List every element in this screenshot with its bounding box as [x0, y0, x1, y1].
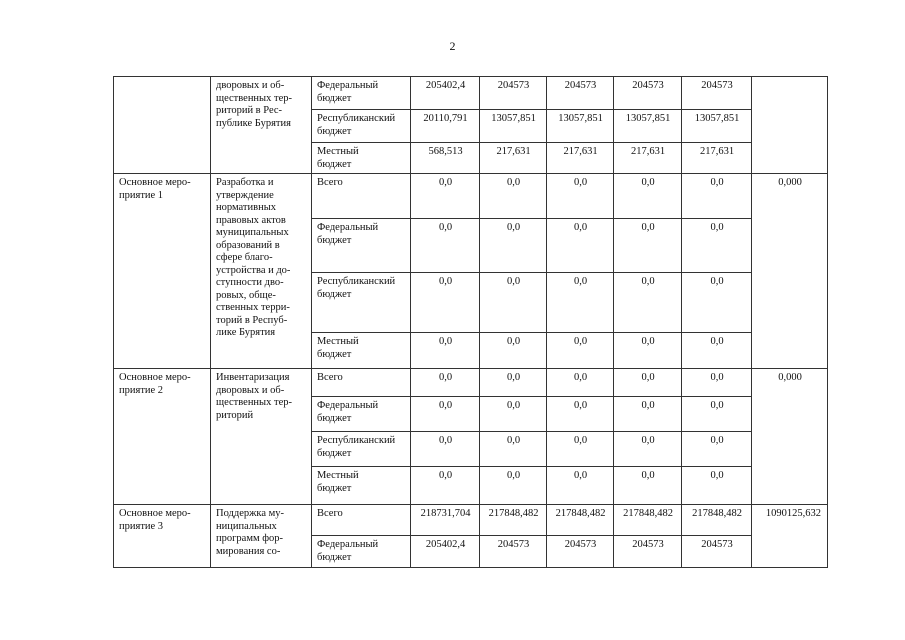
value-cell: 204573 — [614, 536, 682, 568]
value-cell: 217848,482 — [682, 505, 752, 536]
value-cell: 20110,791 — [411, 110, 480, 143]
funding-source-cell: Республиканский бюджет — [312, 110, 411, 143]
value-cell: 0,0 — [411, 397, 480, 432]
value-cell: 204573 — [614, 77, 682, 110]
funding-source-cell: Всего — [312, 505, 411, 536]
value-cell: 0,0 — [411, 333, 480, 369]
funding-source-cell: Местный бюджет — [312, 333, 411, 369]
funding-source-cell: Местный бюджет — [312, 143, 411, 174]
funding-source-cell: Федеральный бюджет — [312, 219, 411, 273]
value-cell: 0,0 — [682, 467, 752, 505]
value-cell: 13057,851 — [480, 110, 547, 143]
value-cell: 13057,851 — [547, 110, 614, 143]
value-cell: 13057,851 — [614, 110, 682, 143]
value-cell: 0,0 — [411, 219, 480, 273]
event-cell: Основное меро- приятие 3 — [114, 505, 211, 568]
value-cell: 0,0 — [411, 432, 480, 467]
funding-source-cell: Всего — [312, 174, 411, 219]
table-row — [114, 174, 828, 219]
page-number: 2 — [449, 39, 456, 53]
value-cell: 0,0 — [411, 369, 480, 397]
funding-source-cell: Федеральный бюджет — [312, 536, 411, 568]
activity-name-cell: Разработка и утверждение нормативных правовых актов муниципальных образований в сфере благо- устройства и до- ступности дво- ровых, обще- ственных терри- торий в Респуб- лике Бурятия — [211, 174, 312, 369]
event-cell: Основное меро- приятие 1 — [114, 174, 211, 369]
value-cell: 0,0 — [614, 369, 682, 397]
value-cell: 205402,4 — [411, 77, 480, 110]
value-cell: 0,0 — [682, 397, 752, 432]
value-cell: 0,0 — [614, 432, 682, 467]
value-cell: 0,0 — [480, 432, 547, 467]
value-cell: 568,513 — [411, 143, 480, 174]
value-cell: 217848,482 — [547, 505, 614, 536]
value-cell: 0,0 — [547, 174, 614, 219]
value-cell: 204573 — [547, 536, 614, 568]
value-cell: 0,0 — [682, 273, 752, 333]
value-cell: 0,0 — [682, 432, 752, 467]
funding-source-cell: Федеральный бюджет — [312, 77, 411, 110]
value-cell: 0,0 — [480, 333, 547, 369]
value-cell: 0,0 — [614, 273, 682, 333]
value-cell: 0,0 — [614, 333, 682, 369]
value-cell: 0,0 — [547, 333, 614, 369]
value-cell: 0,0 — [682, 369, 752, 397]
value-cell: 0,0 — [411, 174, 480, 219]
value-cell: 205402,4 — [411, 536, 480, 568]
funding-source-cell: Республиканский бюджет — [312, 273, 411, 333]
value-cell: 0,0 — [547, 397, 614, 432]
table-row — [114, 77, 828, 110]
event-cell — [114, 77, 211, 174]
total-cell: 0,000 — [752, 369, 828, 505]
value-cell: 0,0 — [614, 397, 682, 432]
funding-source-cell: Местный бюджет — [312, 467, 411, 505]
value-cell: 0,0 — [614, 467, 682, 505]
value-cell: 0,0 — [682, 333, 752, 369]
value-cell: 0,0 — [547, 219, 614, 273]
budget-table — [113, 76, 828, 568]
value-cell: 217848,482 — [480, 505, 547, 536]
value-cell: 218731,704 — [411, 505, 480, 536]
value-cell: 217,631 — [682, 143, 752, 174]
total-cell — [752, 77, 828, 174]
value-cell: 204573 — [682, 536, 752, 568]
value-cell: 0,0 — [480, 174, 547, 219]
value-cell: 0,0 — [547, 432, 614, 467]
total-cell: 1090125,632 — [752, 505, 828, 568]
event-cell: Основное меро- приятие 2 — [114, 369, 211, 505]
value-cell: 0,0 — [547, 369, 614, 397]
value-cell: 0,0 — [547, 273, 614, 333]
funding-source-cell: Всего — [312, 369, 411, 397]
value-cell: 0,0 — [682, 174, 752, 219]
value-cell: 0,0 — [480, 219, 547, 273]
value-cell: 217848,482 — [614, 505, 682, 536]
value-cell: 0,0 — [480, 369, 547, 397]
funding-source-cell: Республиканский бюджет — [312, 432, 411, 467]
activity-name-cell: Инвентаризация дворовых и об- щественных тер- риторий — [211, 369, 312, 505]
table-row — [114, 505, 828, 536]
value-cell: 217,631 — [480, 143, 547, 174]
funding-source-cell: Федеральный бюджет — [312, 397, 411, 432]
value-cell: 0,0 — [411, 467, 480, 505]
value-cell: 0,0 — [411, 273, 480, 333]
value-cell: 13057,851 — [682, 110, 752, 143]
activity-name-cell: Поддержка му- ниципальных программ фор- мирования со- — [211, 505, 312, 568]
value-cell: 0,0 — [682, 219, 752, 273]
value-cell: 204573 — [480, 536, 547, 568]
value-cell: 217,631 — [614, 143, 682, 174]
value-cell: 0,0 — [480, 397, 547, 432]
value-cell: 0,0 — [547, 467, 614, 505]
value-cell: 0,0 — [614, 174, 682, 219]
value-cell: 0,0 — [480, 467, 547, 505]
value-cell: 0,0 — [614, 219, 682, 273]
total-cell: 0,000 — [752, 174, 828, 369]
value-cell: 204573 — [682, 77, 752, 110]
value-cell: 0,0 — [480, 273, 547, 333]
value-cell: 204573 — [547, 77, 614, 110]
table-row — [114, 369, 828, 397]
value-cell: 204573 — [480, 77, 547, 110]
value-cell: 217,631 — [547, 143, 614, 174]
activity-name-cell: дворовых и об- щественных тер- риторий в Рес- публике Бурятия — [211, 77, 312, 174]
